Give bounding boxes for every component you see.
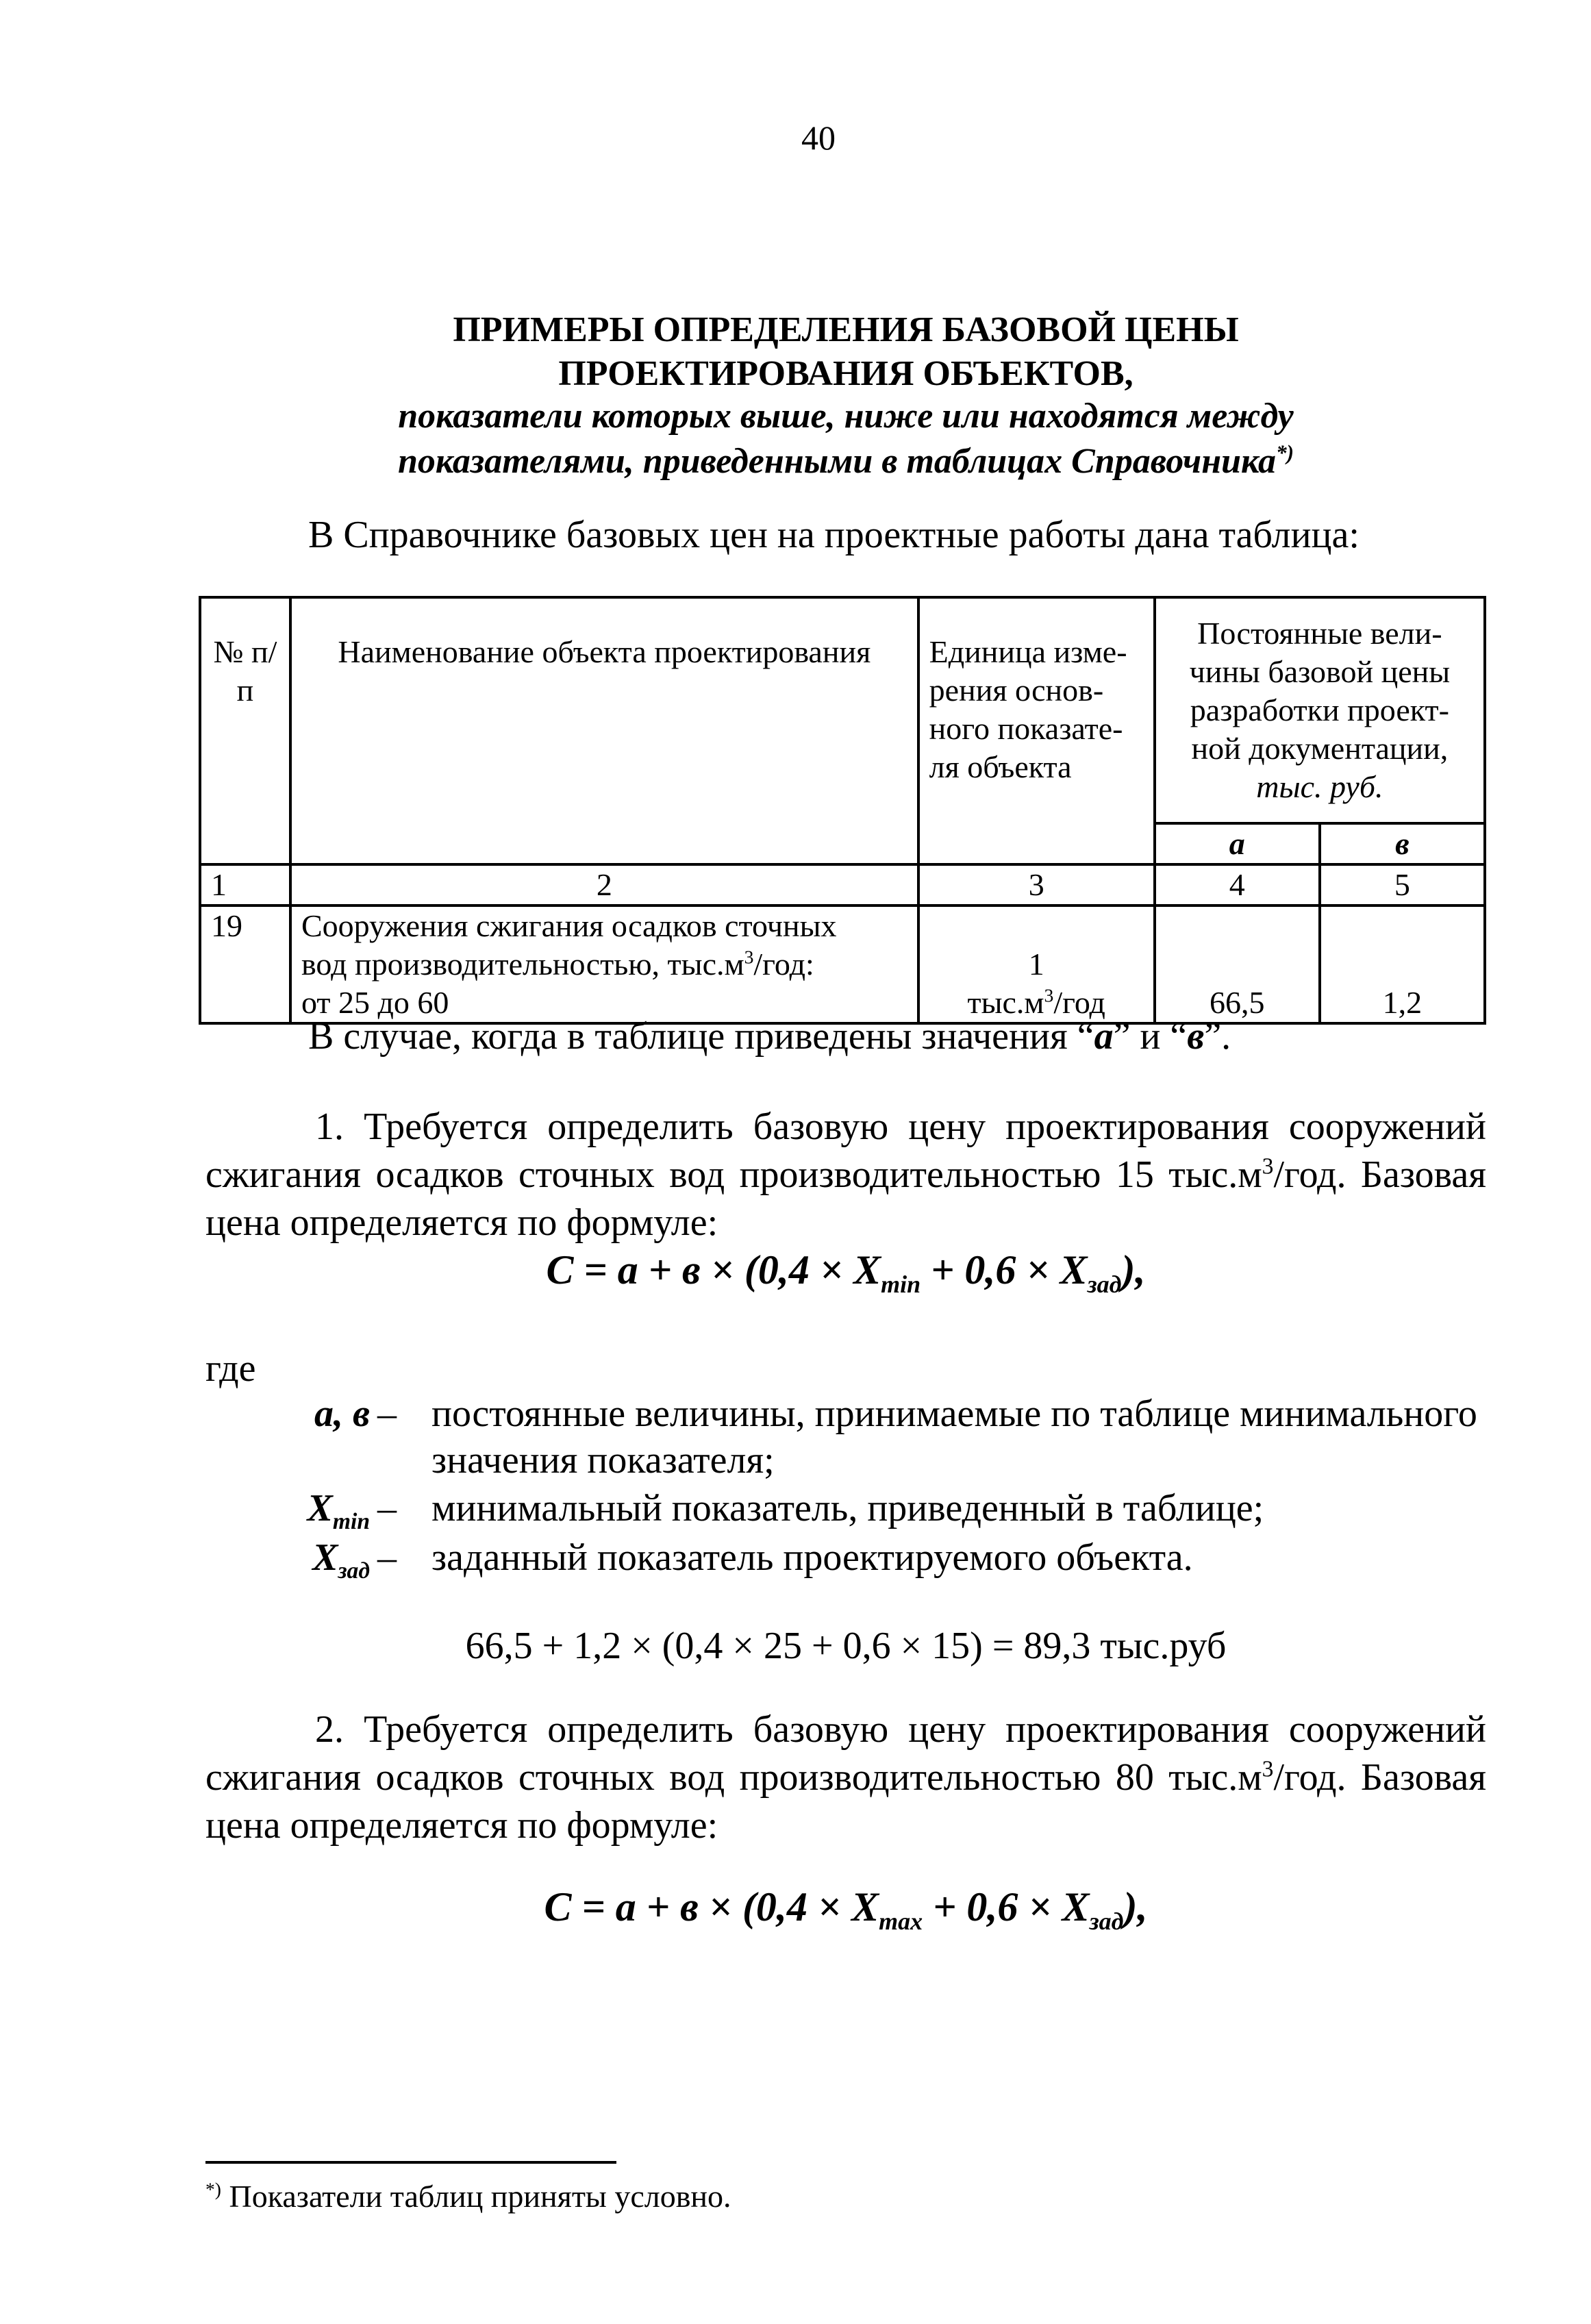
paragraph-1-sup: 3 <box>1262 1153 1274 1179</box>
definition-text: постоянные величины, принимаемые по таблице минимального значения показателя; <box>431 1392 1477 1482</box>
symbol-x: X <box>307 1487 333 1529</box>
paragraph-1-text-end: /год. Базовая цена определяется по формуле: <box>205 1153 1486 1244</box>
col-num-5: 5 <box>1320 864 1485 905</box>
formula-2-sub-zad: зад <box>1089 1908 1124 1935</box>
row-unit-sup: 3 <box>1044 984 1054 1006</box>
header-constants-unit: тыс. руб. <box>1256 769 1383 804</box>
header-constants <box>1155 597 1485 823</box>
heading-subtitle-1: показатели которых выше, ниже или находятся между <box>398 397 1294 436</box>
formula-2-part-c: ), <box>1123 1884 1148 1929</box>
row-name-sup: 3 <box>744 946 754 968</box>
paragraph-2 <box>205 1705 1486 1849</box>
header-unit: Единица изме-рения основ-ного показате-ля объекта <box>918 597 1155 864</box>
reference-table <box>199 596 1486 1025</box>
subtitle-text: показателями, приведенными в таблицах Справочника <box>397 442 1277 481</box>
paragraph-1-text: 1. Требуется определить базовую цену проектирования сооружений сжигания осадков сточных вод производительностью 15 тыс.м <box>205 1105 1486 1196</box>
definition-symbol-xmin <box>205 1485 370 1535</box>
definition-xzad <box>205 1534 1486 1582</box>
definition-dash: – <box>377 1487 397 1529</box>
formula-1-part-b: + 0,6 × X <box>920 1247 1088 1292</box>
row-name-line-2-end: /год: <box>753 947 814 982</box>
definition-symbol-xzad <box>205 1534 370 1584</box>
definition-xmin <box>205 1485 1486 1533</box>
footnote-mark: *) <box>205 2178 221 2200</box>
row-name-line-3: от 25 до 60 <box>301 985 449 1020</box>
heading-line-2: ПРОЕКТИРОВАНИЯ ОБЪЕКТОВ, <box>558 354 1133 393</box>
header-constants-text: Постоянные вели-чины базовой цены разработки проект-ной документации, <box>1189 616 1451 766</box>
row-name-line-2: вод производительностью, тыс.м <box>301 947 744 982</box>
definition-dash: – <box>377 1392 397 1435</box>
footnote-text: Показатели таблиц приняты условно. <box>221 2179 731 2214</box>
row-value-b: 1,2 <box>1320 905 1485 1023</box>
calculation: 66,5 + 1,2 × (0,4 × 25 + 0,6 × 15) = 89,3 тыс.руб <box>465 1625 1227 1667</box>
formula-1 <box>205 1247 1486 1298</box>
formula-1-part-a: С = а + в × (0,4 × X <box>546 1247 881 1292</box>
header-object-name: Наименование объекта проектирования <box>290 597 918 864</box>
formula-2 <box>205 1884 1486 1935</box>
paragraph-2-sup: 3 <box>1262 1756 1274 1782</box>
formula-2-part-b: + 0,6 × X <box>923 1884 1090 1929</box>
intro-text: В Справочнике базовых цен на проектные работы дана таблица: <box>308 514 1360 556</box>
definition-text: заданный показатель проектируемого объекта. <box>431 1536 1193 1579</box>
footnote-separator <box>205 2161 616 2164</box>
formula-1-sub-zad: зад <box>1087 1271 1122 1298</box>
definition-text: минимальный показатель, приведенный в таблице; <box>431 1487 1264 1529</box>
formula-2-part-a: С = а + в × (0,4 × X <box>544 1884 879 1929</box>
footnote <box>205 2178 731 2214</box>
definition-dash: – <box>377 1536 397 1579</box>
case-text <box>308 1014 1231 1059</box>
heading-subtitle-2 <box>205 438 1486 485</box>
row-number: 19 <box>200 905 290 1023</box>
where-label: где <box>205 1347 256 1390</box>
case-text-2: ” и “ <box>1113 1015 1188 1058</box>
row-name-line-1: Сооружения сжигания осадков сточных <box>301 908 837 943</box>
heading-line-1: ПРИМЕРЫ ОПРЕДЕЛЕНИЯ БАЗОВОЙ ЦЕНЫ <box>453 310 1239 349</box>
row-value-a: 66,5 <box>1155 905 1320 1023</box>
formula-1-sub-min: min <box>881 1271 921 1298</box>
paragraph-2-text-end: /год. Базовая цена определяется по формуле: <box>205 1756 1486 1847</box>
header-a: а <box>1155 823 1320 864</box>
header-number: № п/п <box>200 597 290 864</box>
heading-footnote-mark: *) <box>1276 440 1294 465</box>
case-text-1: В случае, когда в таблице приведены значения “ <box>308 1015 1094 1058</box>
symbol-sub: зад <box>338 1558 370 1584</box>
row-unit-label-end: /год <box>1053 985 1105 1020</box>
col-num-3: 3 <box>918 864 1155 905</box>
header-b: в <box>1320 823 1485 864</box>
case-value-b: в <box>1187 1015 1205 1058</box>
definition-a-b <box>205 1390 1486 1486</box>
row-unit <box>918 905 1155 1023</box>
formula-2-sub-max: max <box>879 1908 923 1935</box>
col-num-2: 2 <box>290 864 918 905</box>
formula-1-part-c: ), <box>1121 1247 1146 1292</box>
definition-symbol-a-b: а, в <box>314 1392 370 1435</box>
case-text-3: ”. <box>1204 1015 1231 1058</box>
case-value-a: а <box>1094 1015 1114 1058</box>
row-unit-label: тыс.м <box>967 985 1044 1020</box>
row-object-name <box>290 905 918 1023</box>
col-num-1: 1 <box>200 864 290 905</box>
row-unit-value: 1 <box>1028 947 1044 982</box>
symbol-sub: min <box>332 1509 370 1535</box>
paragraph-2-text: 2. Требуется определить базовую цену проектирования сооружений сжигания осадков сточных вод производительностью 80 тыс.м <box>205 1708 1486 1799</box>
col-num-4: 4 <box>1155 864 1320 905</box>
page-number: 40 <box>801 118 836 157</box>
symbol-x: X <box>312 1536 338 1579</box>
paragraph-1 <box>205 1103 1486 1247</box>
